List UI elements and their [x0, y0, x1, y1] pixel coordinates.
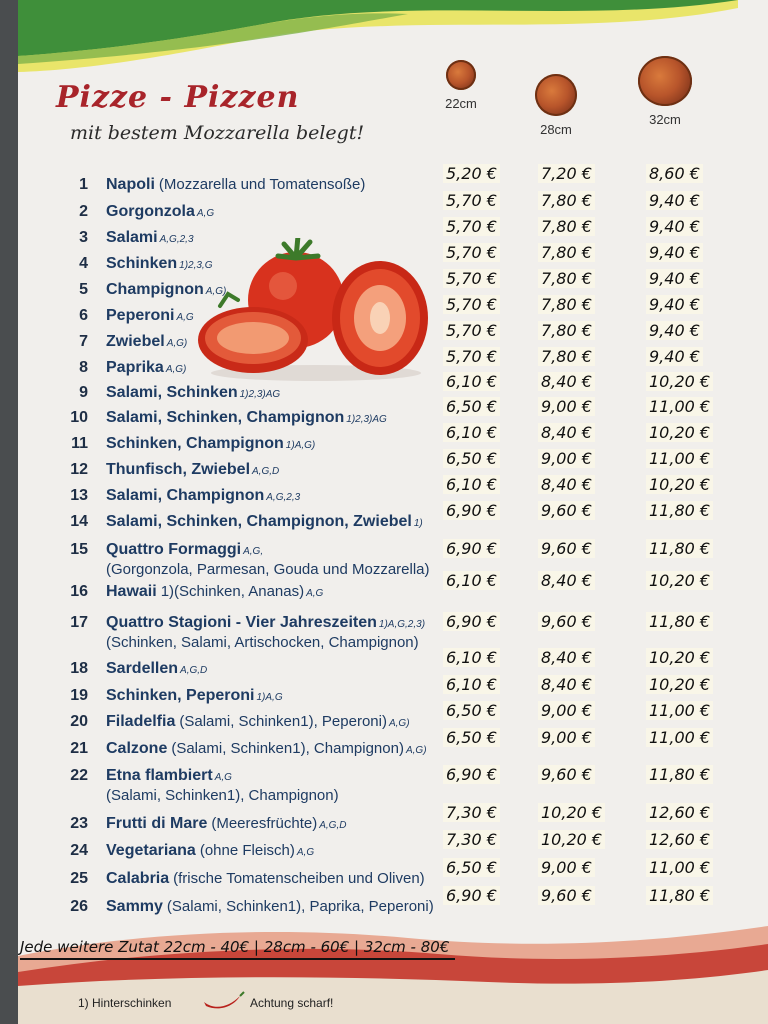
item-number: 12: [70, 461, 88, 478]
item-name-line: [106, 583, 323, 601]
price-32cm: 9,40 €: [646, 269, 703, 288]
legend-spicy: Achtung scharf!: [250, 996, 334, 1010]
price-22cm: 7,30 €: [443, 830, 500, 849]
item-number: 7: [79, 333, 88, 350]
price-32cm: 10,20 €: [646, 571, 713, 590]
item-number: 18: [70, 660, 88, 677]
item-description: 1)(Schinken, Ananas): [160, 583, 305, 600]
price-22cm: 6,10 €: [443, 372, 500, 391]
price-22cm: 6,90 €: [443, 612, 500, 631]
item-name-line: [106, 660, 207, 678]
item-description: (Meeresfrüchte): [211, 815, 318, 832]
item-name-line: [106, 384, 280, 402]
price-28cm: 7,80 €: [538, 321, 595, 340]
allergen-codes: A,G: [296, 847, 315, 858]
price-32cm: 11,00 €: [646, 728, 713, 747]
price-32cm: 12,60 €: [646, 803, 713, 822]
allergen-codes: 1)A,G): [285, 440, 316, 451]
price-22cm: 6,10 €: [443, 475, 500, 494]
allergen-codes: A,G): [165, 364, 187, 375]
size-label: 28cm: [540, 122, 572, 137]
item-sub-description: (Gorgonzola, Parmesan, Gouda und Mozzarella): [106, 561, 430, 578]
price-28cm: 7,80 €: [538, 295, 595, 314]
price-22cm: 5,70 €: [443, 295, 500, 314]
price-22cm: 6,50 €: [443, 397, 500, 416]
size-column-22: [441, 60, 481, 111]
price-22cm: 6,50 €: [443, 858, 500, 877]
price-28cm: 9,00 €: [538, 858, 595, 877]
price-32cm: 11,80 €: [646, 539, 713, 558]
price-22cm: 6,10 €: [443, 423, 500, 442]
item-name-line: [106, 513, 423, 531]
item-number: 20: [70, 713, 88, 730]
price-32cm: 11,00 €: [646, 449, 713, 468]
price-32cm: 10,20 €: [646, 475, 713, 494]
allergen-codes: A,G): [205, 286, 227, 297]
menu-subtitle: mit bestem Mozzarella belegt!: [70, 122, 365, 144]
price-32cm: 10,20 €: [646, 423, 713, 442]
item-name: Frutti di Mare: [106, 815, 208, 832]
item-name: Thunfisch, Zwiebel: [106, 461, 251, 478]
item-description: (frische Tomatenscheiben und Oliven): [173, 870, 425, 887]
item-name-line: [106, 713, 410, 731]
price-32cm: 11,80 €: [646, 501, 713, 520]
price-28cm: 8,40 €: [538, 423, 595, 442]
price-22cm: 6,90 €: [443, 886, 500, 905]
price-22cm: 6,10 €: [443, 571, 500, 590]
size-column-32: [634, 56, 696, 127]
allergen-codes: A,G,2,3: [159, 234, 194, 245]
item-name-line: [106, 307, 194, 325]
item-description: (ohne Fleisch): [199, 842, 295, 859]
price-22cm: 7,30 €: [443, 803, 500, 822]
item-name-line: [106, 333, 187, 351]
item-number: 13: [70, 487, 88, 504]
pizza-medium-icon: [535, 74, 577, 116]
price-32cm: 12,60 €: [646, 830, 713, 849]
size-label: 32cm: [649, 112, 681, 127]
item-name: Filadelfia: [106, 713, 176, 730]
item-name-line: [106, 281, 226, 299]
item-name: Quattro Stagioni - Vier Jahreszeiten: [106, 614, 377, 631]
allergen-codes: A,G,2,3: [266, 492, 301, 503]
price-28cm: 10,20 €: [538, 830, 605, 849]
item-name: Champignon: [106, 281, 204, 298]
price-22cm: 6,50 €: [443, 701, 500, 720]
item-name-line: [106, 614, 425, 632]
allergen-codes: A,G: [306, 588, 324, 599]
pizza-large-icon: [638, 56, 692, 106]
size-column-28: [528, 74, 584, 137]
item-number: 2: [79, 203, 88, 220]
price-28cm: 8,40 €: [538, 675, 595, 694]
item-name-line: [106, 870, 425, 888]
item-name: Schinken, Peperoni: [106, 687, 255, 704]
price-32cm: 9,40 €: [646, 217, 703, 236]
menu-title: Pizze - Pizzen: [56, 80, 300, 115]
price-32cm: 10,20 €: [646, 675, 713, 694]
item-number: 17: [70, 614, 88, 631]
menu-sheet: [18, 0, 768, 1024]
item-name: Napoli: [106, 176, 155, 193]
item-name: Zwiebel: [106, 333, 165, 350]
allergen-codes: A,G): [388, 718, 410, 729]
allergen-codes: A,G,D: [180, 665, 208, 676]
price-28cm: 7,80 €: [538, 191, 595, 210]
item-number: 1: [79, 176, 88, 193]
item-number: 19: [70, 687, 88, 704]
item-name: Sardellen: [106, 660, 179, 677]
price-28cm: 9,00 €: [538, 728, 595, 747]
price-28cm: 8,40 €: [538, 648, 595, 667]
item-name-line: [106, 229, 194, 247]
item-name: Schinken: [106, 255, 178, 272]
item-name: Salami, Schinken, Champignon: [106, 409, 345, 426]
extra-topping-note: Jede weitere Zutat 22cm - 40€ | 28cm - 60€ | 32cm - 80€: [20, 938, 455, 960]
allergen-codes: A,G,D: [252, 466, 280, 477]
item-name-line: [106, 687, 283, 705]
price-32cm: 9,40 €: [646, 295, 703, 314]
item-name-line: [106, 359, 186, 377]
price-32cm: 11,80 €: [646, 886, 713, 905]
price-28cm: 9,60 €: [538, 765, 595, 784]
item-number: 15: [70, 541, 88, 558]
item-name: Vegetariana: [106, 842, 196, 859]
item-name: Quattro Formaggi: [106, 541, 242, 558]
price-22cm: 6,50 €: [443, 728, 500, 747]
item-number: 26: [70, 898, 88, 915]
item-number: 22: [70, 767, 88, 784]
item-name-line: [106, 203, 214, 221]
item-number: 9: [79, 384, 88, 401]
allergen-codes: A,G: [196, 208, 215, 219]
item-name-line: [106, 487, 300, 505]
price-32cm: 11,00 €: [646, 701, 713, 720]
item-name: Schinken, Champignon: [106, 435, 284, 452]
item-number: 4: [79, 255, 88, 272]
price-28cm: 7,80 €: [538, 243, 595, 262]
price-22cm: 5,70 €: [443, 269, 500, 288]
size-label: 22cm: [445, 96, 477, 111]
allergen-codes: 1)2,3)AG: [239, 389, 281, 400]
item-name: Gorgonzola: [106, 203, 195, 220]
item-name: Paprika: [106, 359, 164, 376]
allergen-codes: 1)2,3,G: [179, 260, 213, 271]
item-number: 14: [70, 513, 88, 530]
allergen-codes: 1)A,G: [256, 692, 283, 703]
price-22cm: 5,70 €: [443, 217, 500, 236]
allergen-codes: A,G,: [243, 546, 264, 557]
price-28cm: 9,60 €: [538, 539, 595, 558]
price-28cm: 7,20 €: [538, 164, 595, 183]
price-28cm: 10,20 €: [538, 803, 605, 822]
tomato-illustration: [198, 238, 433, 383]
item-name-line: [106, 461, 279, 479]
chili-icon: [200, 990, 246, 1010]
item-description: (Mozzarella und Tomatensoße): [158, 176, 366, 193]
price-32cm: 11,00 €: [646, 858, 713, 877]
allergen-codes: A,G: [176, 312, 194, 323]
price-28cm: 7,80 €: [538, 217, 595, 236]
item-name: Salami, Schinken, Champignon, Zwiebel: [106, 513, 412, 530]
price-32cm: 11,00 €: [646, 397, 713, 416]
item-name: Salami, Schinken: [106, 384, 238, 401]
price-28cm: 9,00 €: [538, 701, 595, 720]
item-number: 5: [79, 281, 88, 298]
item-name: Calzone: [106, 740, 168, 757]
price-22cm: 5,70 €: [443, 321, 500, 340]
item-name: Salami, Champignon: [106, 487, 265, 504]
item-name-line: [106, 740, 427, 758]
price-28cm: 9,60 €: [538, 886, 595, 905]
price-32cm: 9,40 €: [646, 243, 703, 262]
item-number: 10: [70, 409, 88, 426]
allergen-codes: A,G): [166, 338, 188, 349]
item-number: 24: [70, 842, 88, 859]
item-description: (Salami, Schinken1), Peperoni): [179, 713, 387, 730]
item-name: Salami: [106, 229, 158, 246]
price-22cm: 6,10 €: [443, 675, 500, 694]
allergen-codes: A,G,D: [319, 820, 347, 831]
item-name-line: [106, 255, 213, 273]
item-name-line: [106, 815, 346, 833]
pizza-small-icon: [446, 60, 476, 90]
item-description: (Salami, Schinken1), Paprika, Peperoni): [166, 898, 434, 915]
item-number: 11: [71, 435, 88, 452]
price-32cm: 9,40 €: [646, 191, 703, 210]
price-32cm: 10,20 €: [646, 372, 713, 391]
item-number: 23: [70, 815, 88, 832]
price-22cm: 5,70 €: [443, 243, 500, 262]
item-name: Etna flambiert: [106, 767, 213, 784]
legend-ham: 1) Hinterschinken: [78, 996, 172, 1010]
item-description: (Salami, Schinken1), Champignon): [171, 740, 404, 757]
item-name: Calabria: [106, 870, 170, 887]
price-22cm: 6,90 €: [443, 501, 500, 520]
item-number: 8: [79, 359, 88, 376]
allergen-codes: 1)2,3)AG: [346, 414, 387, 425]
item-number: 6: [79, 307, 88, 324]
allergen-codes: 1)A,G,2,3): [378, 619, 426, 630]
allergen-codes: A,G: [214, 772, 232, 783]
price-22cm: 6,10 €: [443, 648, 500, 667]
price-32cm: 9,40 €: [646, 347, 703, 366]
item-name-line: [106, 767, 232, 785]
price-28cm: 9,00 €: [538, 397, 595, 416]
price-28cm: 8,40 €: [538, 571, 595, 590]
item-name: Peperoni: [106, 307, 175, 324]
price-32cm: 8,60 €: [646, 164, 703, 183]
item-number: 16: [70, 583, 88, 600]
item-sub-description: (Schinken, Salami, Artischocken, Champignon): [106, 634, 419, 651]
price-28cm: 9,60 €: [538, 501, 595, 520]
item-name-line: [106, 842, 314, 860]
item-number: 21: [70, 740, 88, 757]
item-name-line: [106, 435, 315, 453]
price-32cm: 9,40 €: [646, 321, 703, 340]
allergen-codes: 1): [413, 518, 423, 529]
item-name-line: [106, 409, 387, 427]
price-22cm: 6,50 €: [443, 449, 500, 468]
item-name-line: [106, 176, 365, 194]
item-name: Sammy: [106, 898, 163, 915]
price-22cm: 5,70 €: [443, 347, 500, 366]
price-22cm: 6,90 €: [443, 539, 500, 558]
price-22cm: 5,20 €: [443, 164, 500, 183]
price-32cm: 11,80 €: [646, 612, 713, 631]
price-28cm: 7,80 €: [538, 347, 595, 366]
price-32cm: 10,20 €: [646, 648, 713, 667]
item-sub-description: (Salami, Schinken1), Champignon): [106, 787, 339, 804]
price-32cm: 11,80 €: [646, 765, 713, 784]
price-28cm: 8,40 €: [538, 372, 595, 391]
allergen-codes: A,G): [405, 745, 427, 756]
item-name-line: [106, 541, 263, 559]
price-22cm: 5,70 €: [443, 191, 500, 210]
price-28cm: 9,00 €: [538, 449, 595, 468]
item-name: Hawaii: [106, 583, 157, 600]
price-22cm: 6,90 €: [443, 765, 500, 784]
price-28cm: 8,40 €: [538, 475, 595, 494]
item-number: 25: [70, 870, 88, 887]
price-28cm: 9,60 €: [538, 612, 595, 631]
item-number: 3: [79, 229, 88, 246]
price-28cm: 7,80 €: [538, 269, 595, 288]
